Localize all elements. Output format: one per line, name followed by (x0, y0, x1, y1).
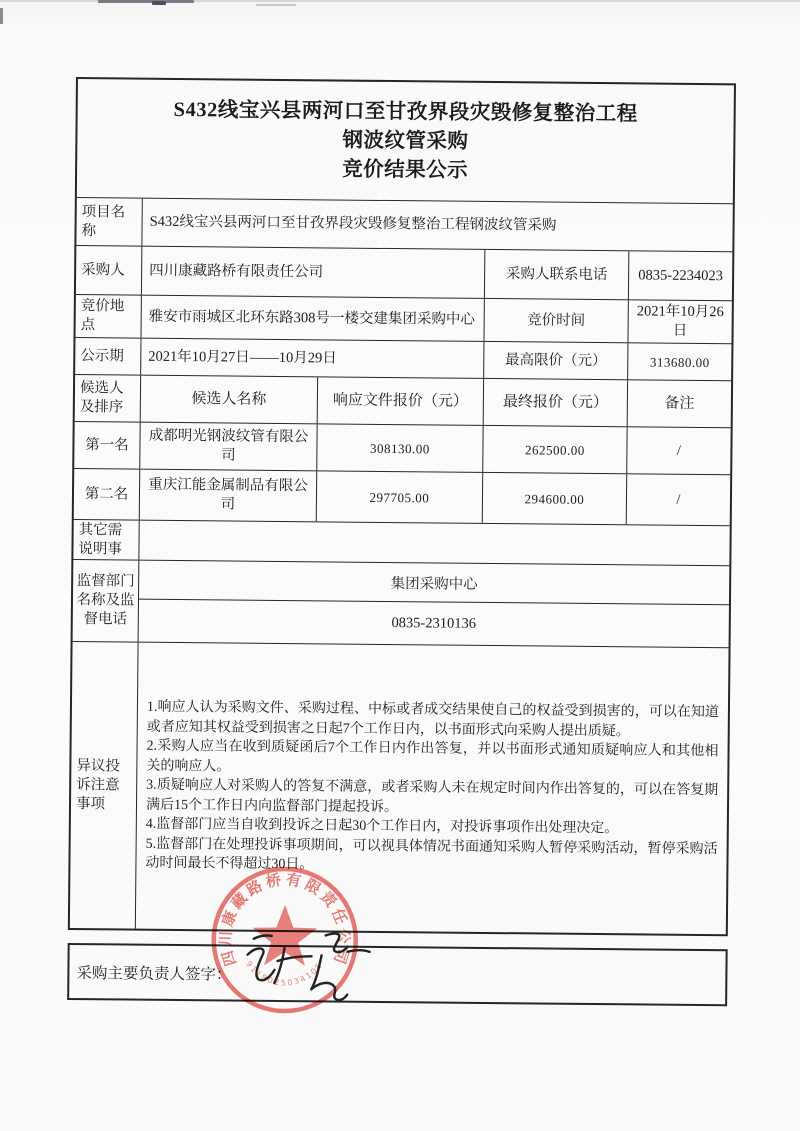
candidate-1-doc-price: 308130.00 (316, 424, 482, 472)
row-other-notes (73, 519, 729, 565)
bid-time-label: 竞价时间 (483, 299, 627, 342)
other-notes-label: 其它需说明事 (78, 521, 123, 557)
row-candidate-header (75, 374, 731, 427)
venue-label: 竞价地点 (80, 298, 125, 334)
handwritten-signature (229, 921, 400, 1005)
candidate-1-final-price: 262500.00 (482, 426, 626, 473)
purchaser-label: 采购人 (81, 261, 125, 278)
main-table (68, 77, 736, 936)
candidate-1-rank: 第一名 (85, 436, 129, 454)
scan-edge-smudge (256, 4, 296, 6)
announcement-table (68, 77, 736, 988)
objection-label: 异议投诉注意事项 (75, 757, 120, 812)
purchaser-phone-label: 采购人联系电话 (484, 250, 628, 299)
publicity-value: 2021年10月27日——10月29日 (140, 339, 483, 378)
name-col-header: 候选人名称 (140, 376, 317, 424)
row-purchaser (76, 245, 732, 300)
row-publicity (75, 337, 731, 380)
bid-time-value: 2021年10月26日 (627, 300, 731, 343)
supervision-phone: 0835-2310136 (139, 599, 729, 648)
objection-item-4: 4.监督部门应当自收到投诉之日起30个工作日内，对投诉事项作出处理决定。 (145, 816, 619, 837)
scan-edge-mark (98, 0, 194, 3)
candidate-row-2 (74, 468, 730, 525)
scan-edge-blob (152, 1, 166, 5)
row-objection (70, 641, 729, 934)
document-title (77, 79, 734, 203)
sign-label: 采购主要负责人签字： (76, 964, 232, 984)
objection-item-2: 2.采购人应当在收到质疑函后7个工作日内作出答复，并以书面形式通知质疑响应人和其他相关的响应人。 (146, 738, 719, 775)
venue-value: 雅安市雨城区北环东路308号一楼交建集团采购中心 (141, 296, 484, 341)
project-name-label: 项目名称 (81, 203, 126, 239)
rank-col-header: 候选人及排序 (79, 380, 124, 416)
row-project-name (76, 197, 732, 251)
max-price-value: 313680.00 (627, 343, 731, 380)
final-price-col-header: 最终报价（元） (483, 379, 627, 426)
candidate-2-name: 重庆江能金属制品有限公司 (139, 470, 316, 522)
candidate-2-final-price: 294600.00 (482, 473, 626, 524)
title-line-1: S432线宝兴县两河口至甘孜界段灾毁修复整治工程 (173, 98, 638, 125)
remark-col-header: 备注 (627, 380, 731, 427)
objection-item-5: 5.监督部门在处理投诉事项期间，可以视具体情况书面通知采购人暂停采购活动，暂停采购活动时间最长不得超过30日。 (145, 836, 718, 873)
supervision-label: 监督部门名称及监督电话 (76, 573, 135, 628)
seal-code-text: 9118025034105 (244, 959, 325, 988)
seal-company-text: 四川康藏路桥有限责任公司 (218, 872, 351, 969)
scan-left-notch (0, 8, 3, 24)
title-line-3: 竞价结果公示 (342, 158, 469, 182)
project-name-value: S432线宝兴县两河口至甘孜界段灾毁修复整治工程钢波纹管采购 (141, 199, 732, 252)
doc-price-col-header: 响应文件报价（元） (317, 377, 483, 425)
row-venue (76, 294, 732, 343)
other-notes-value (138, 521, 729, 566)
max-price-label: 最高限价（元） (483, 342, 627, 379)
publicity-label: 公示期 (80, 347, 124, 364)
purchaser-value: 四川康藏路桥有限责任公司 (141, 247, 484, 298)
candidate-2-remark: / (626, 474, 730, 525)
row-supervision (73, 559, 730, 647)
candidate-2-doc-price: 297705.00 (316, 471, 482, 523)
supervision-dept: 集团采购中心 (390, 575, 478, 593)
supervision-values (138, 561, 730, 648)
candidate-1-name: 成都明光钢波纹管有限公司 (139, 423, 316, 471)
candidate-row-1 (74, 421, 730, 474)
candidate-1-remark: / (626, 427, 730, 474)
objection-item-3: 3.质疑响应人对采购人的答复不满意，或者采购人未在规定时间内作出答复的，可以在答复期满后15个工作日内向监督部门提起投诉。 (145, 777, 719, 815)
objection-item-1: 1.响应人认为采购文件、采购过程、中标或者成交结果使自己的权益受到损害的，可以在知道或者应知其权益受到损害之日起7个工作日内，以书面形式向采购人提出质疑。 (146, 699, 719, 740)
title-line-2: 钢波纹管采购 (342, 129, 469, 153)
candidate-2-rank: 第二名 (84, 485, 129, 503)
purchaser-phone-value: 0835-2234023 (628, 251, 732, 300)
